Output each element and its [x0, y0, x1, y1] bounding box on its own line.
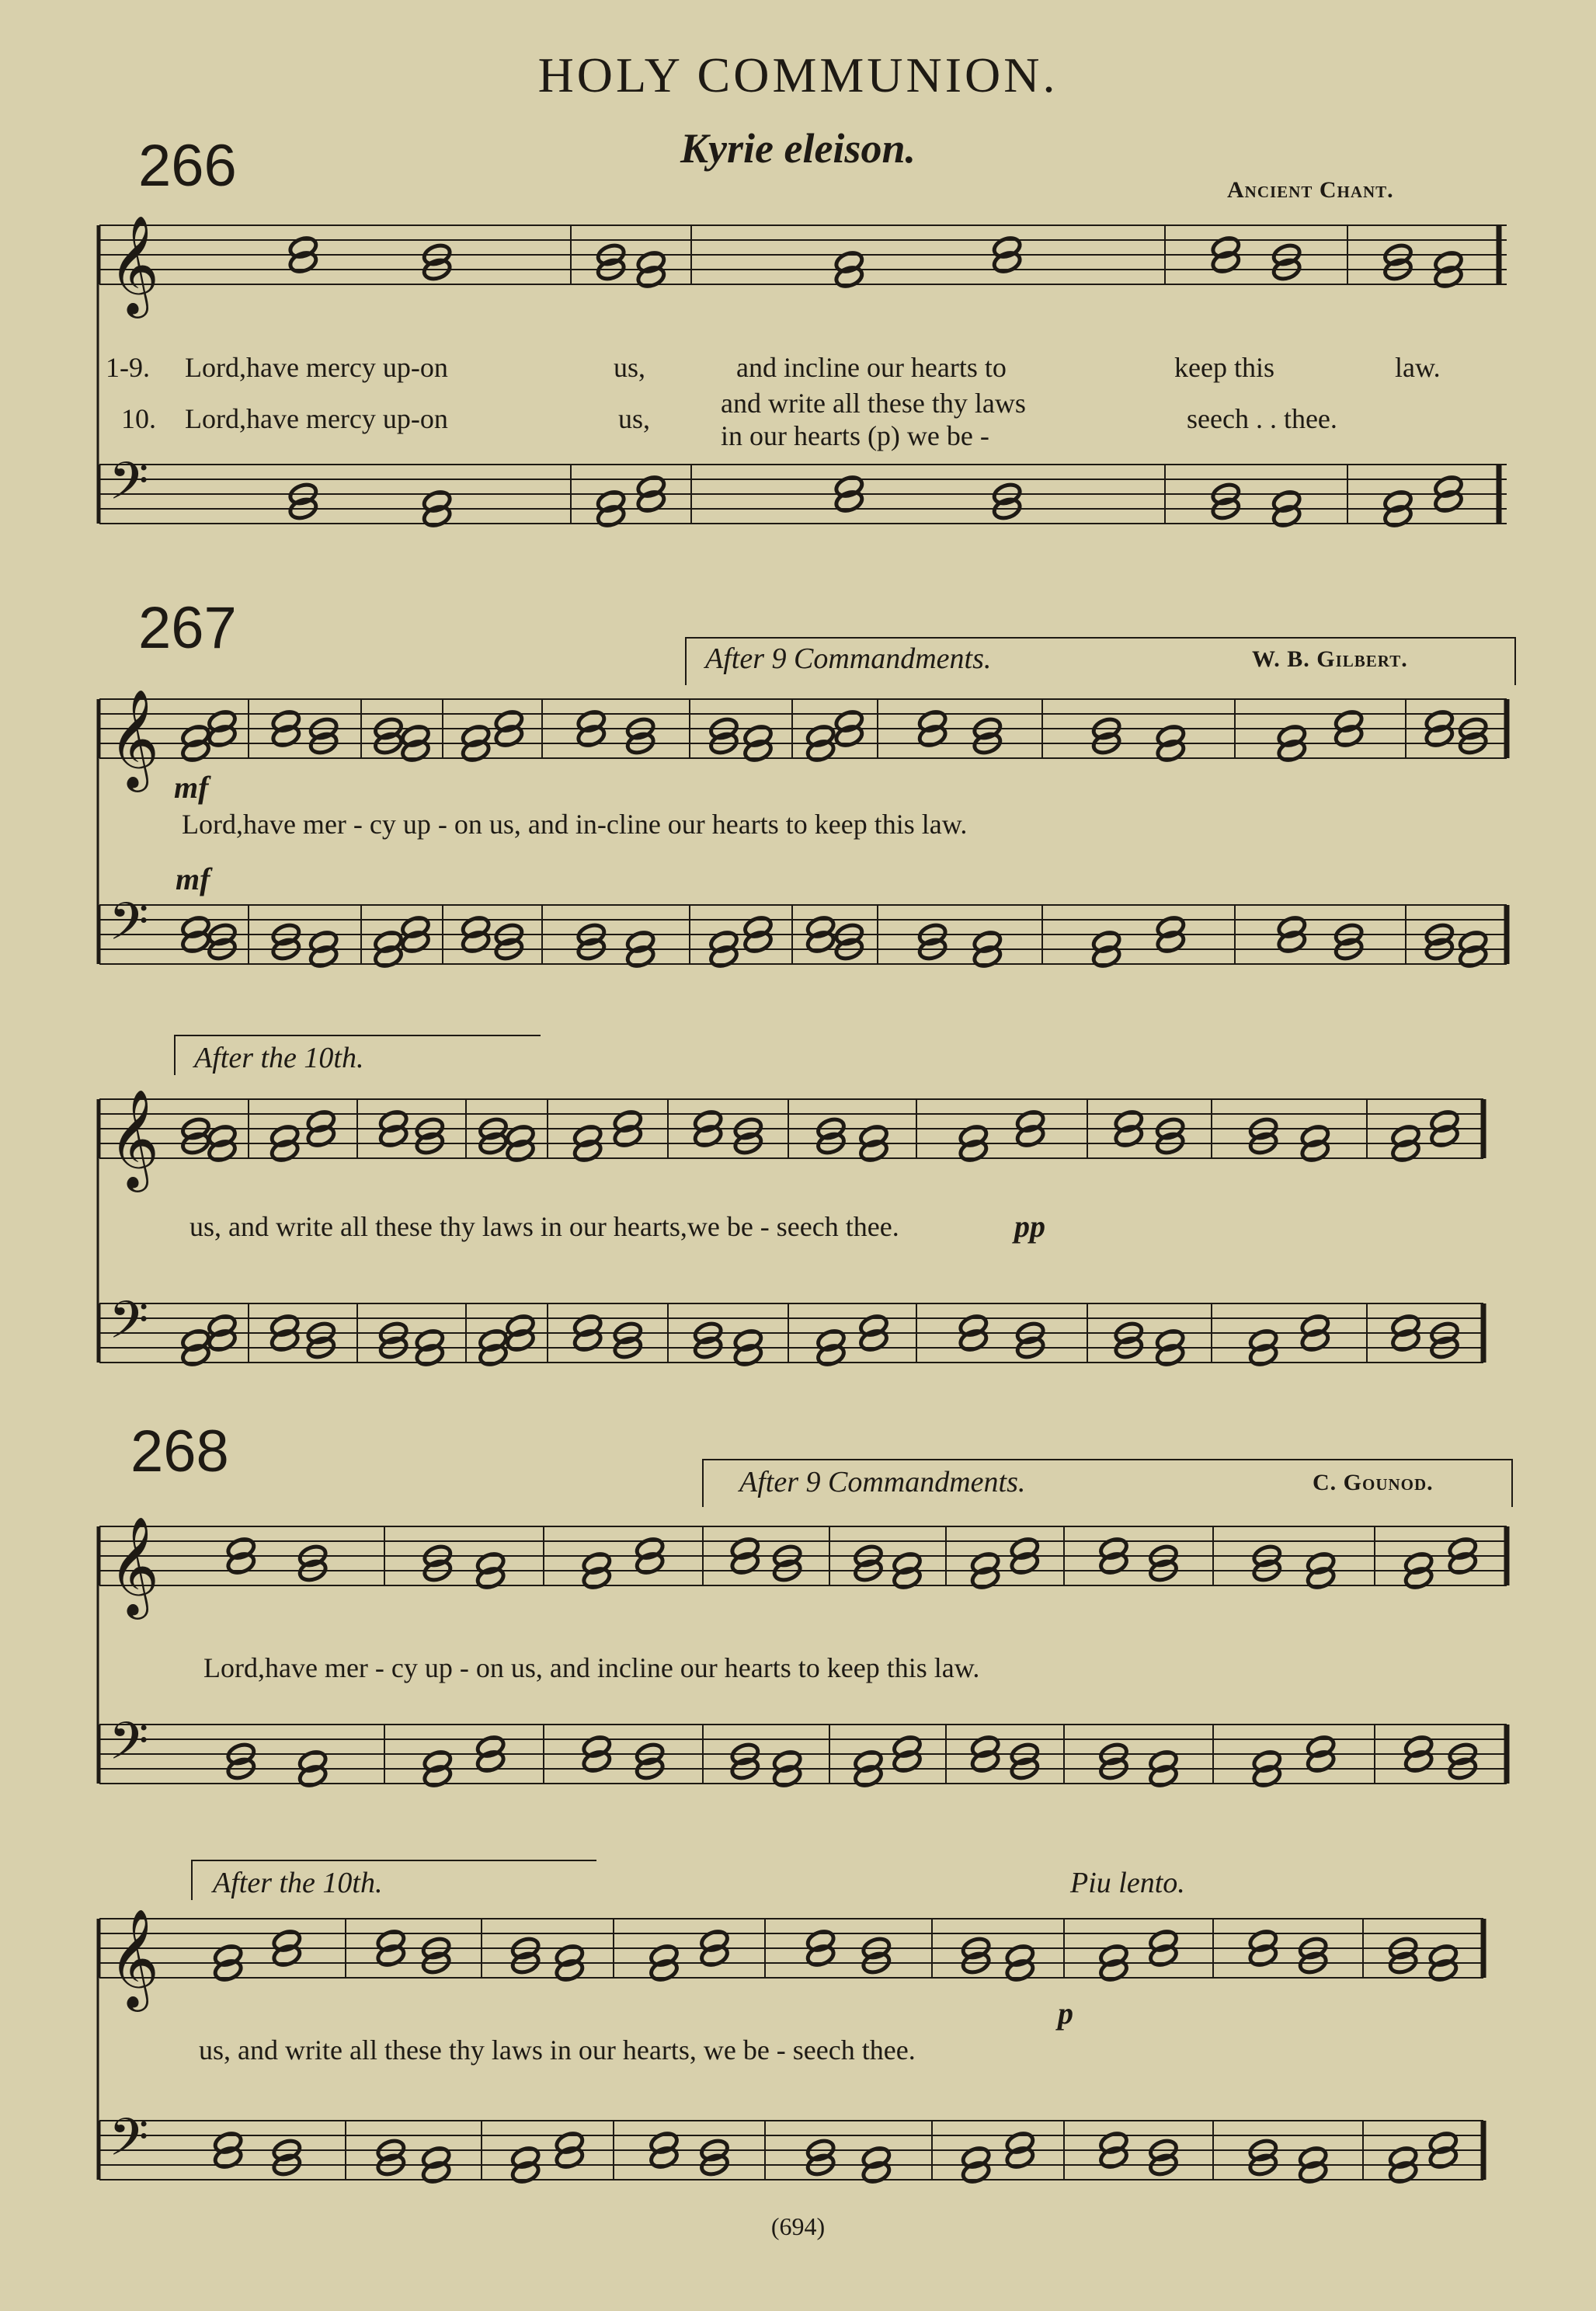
bass-clef-icon: 𝄢	[109, 892, 149, 964]
dynamic-267-pp: pp	[1014, 1209, 1045, 1244]
hymn-number-266: 266	[138, 133, 237, 199]
section-heading-267a: After 9 Commandments.	[705, 642, 992, 675]
composer-268: C. Gounod.	[1313, 1470, 1434, 1495]
bass-clef-icon: 𝄢	[109, 1711, 149, 1784]
page-title: HOLY COMMUNION.	[537, 47, 1059, 103]
lyrics-266-verse1-law: law.	[1395, 352, 1441, 383]
composer-266: Ancient Chant.	[1227, 177, 1394, 203]
section-heading-268a: After 9 Commandments.	[739, 1466, 1026, 1498]
treble-clef-icon: 𝄞	[109, 214, 160, 314]
lyrics-266-verse10-us: us,	[618, 403, 651, 434]
lyrics-267b: us, and write all these thy laws in our hearts,we be - seech thee.	[190, 1211, 899, 1242]
dynamic-267-treble: mf	[174, 770, 209, 805]
lyrics-267a: Lord,have mer - cy up - on us, and in-cline our hearts to keep this law.	[182, 809, 968, 840]
dynamic-268-p: p	[1058, 1996, 1073, 2031]
bass-clef-icon: 𝄢	[109, 451, 149, 524]
section-heading-268b: After the 10th.	[213, 1867, 383, 1899]
lyrics-266-verse1-incline: and incline our hearts to	[736, 352, 1007, 383]
treble-clef-icon: 𝄞	[109, 1088, 160, 1188]
lyrics-266-verse10: Lord,have mercy up-on	[185, 403, 448, 434]
section-heading-267b: After the 10th.	[194, 1042, 364, 1074]
lyrics-266-verse10-seech: seech . . thee.	[1187, 403, 1337, 434]
composer-267: W. B. Gilbert.	[1252, 646, 1408, 672]
lyrics-266-verse1: Lord,have mercy up-on	[185, 352, 448, 383]
treble-clef-icon: 𝄞	[109, 1908, 160, 2007]
bass-clef-icon: 𝄢	[109, 1290, 149, 1363]
treble-clef-icon: 𝄞	[109, 1516, 160, 1615]
lyrics-266-verse1-keep: keep this	[1174, 352, 1274, 383]
page-subtitle: Kyrie eleison.	[680, 125, 916, 172]
lyrics-266-verse10-line1: and write all these thy laws	[721, 388, 1026, 419]
hymn-number-267: 267	[138, 595, 237, 661]
hymn-number-268: 268	[130, 1418, 229, 1484]
tempo-marking-268: Piu lento.	[1070, 1867, 1185, 1899]
lyrics-266-verse1-label: 1-9.	[106, 352, 150, 383]
lyrics-266-verse10-line2: in our hearts (p) we be -	[721, 420, 989, 451]
page-number: (694)	[770, 2212, 826, 2240]
treble-clef-icon: 𝄞	[109, 688, 160, 788]
lyrics-268a: Lord,have mer - cy up - on us, and incline our hearts to keep this law.	[203, 1652, 980, 1683]
lyrics-266-verse10-label: 10.	[121, 403, 156, 434]
bass-clef-icon: 𝄢	[109, 2107, 149, 2180]
lyrics-268b: us, and write all these thy laws in our hearts, we be - seech thee.	[199, 2034, 916, 2066]
lyrics-266-verse1-us: us,	[614, 352, 646, 383]
dynamic-267-bass: mf	[176, 861, 210, 896]
